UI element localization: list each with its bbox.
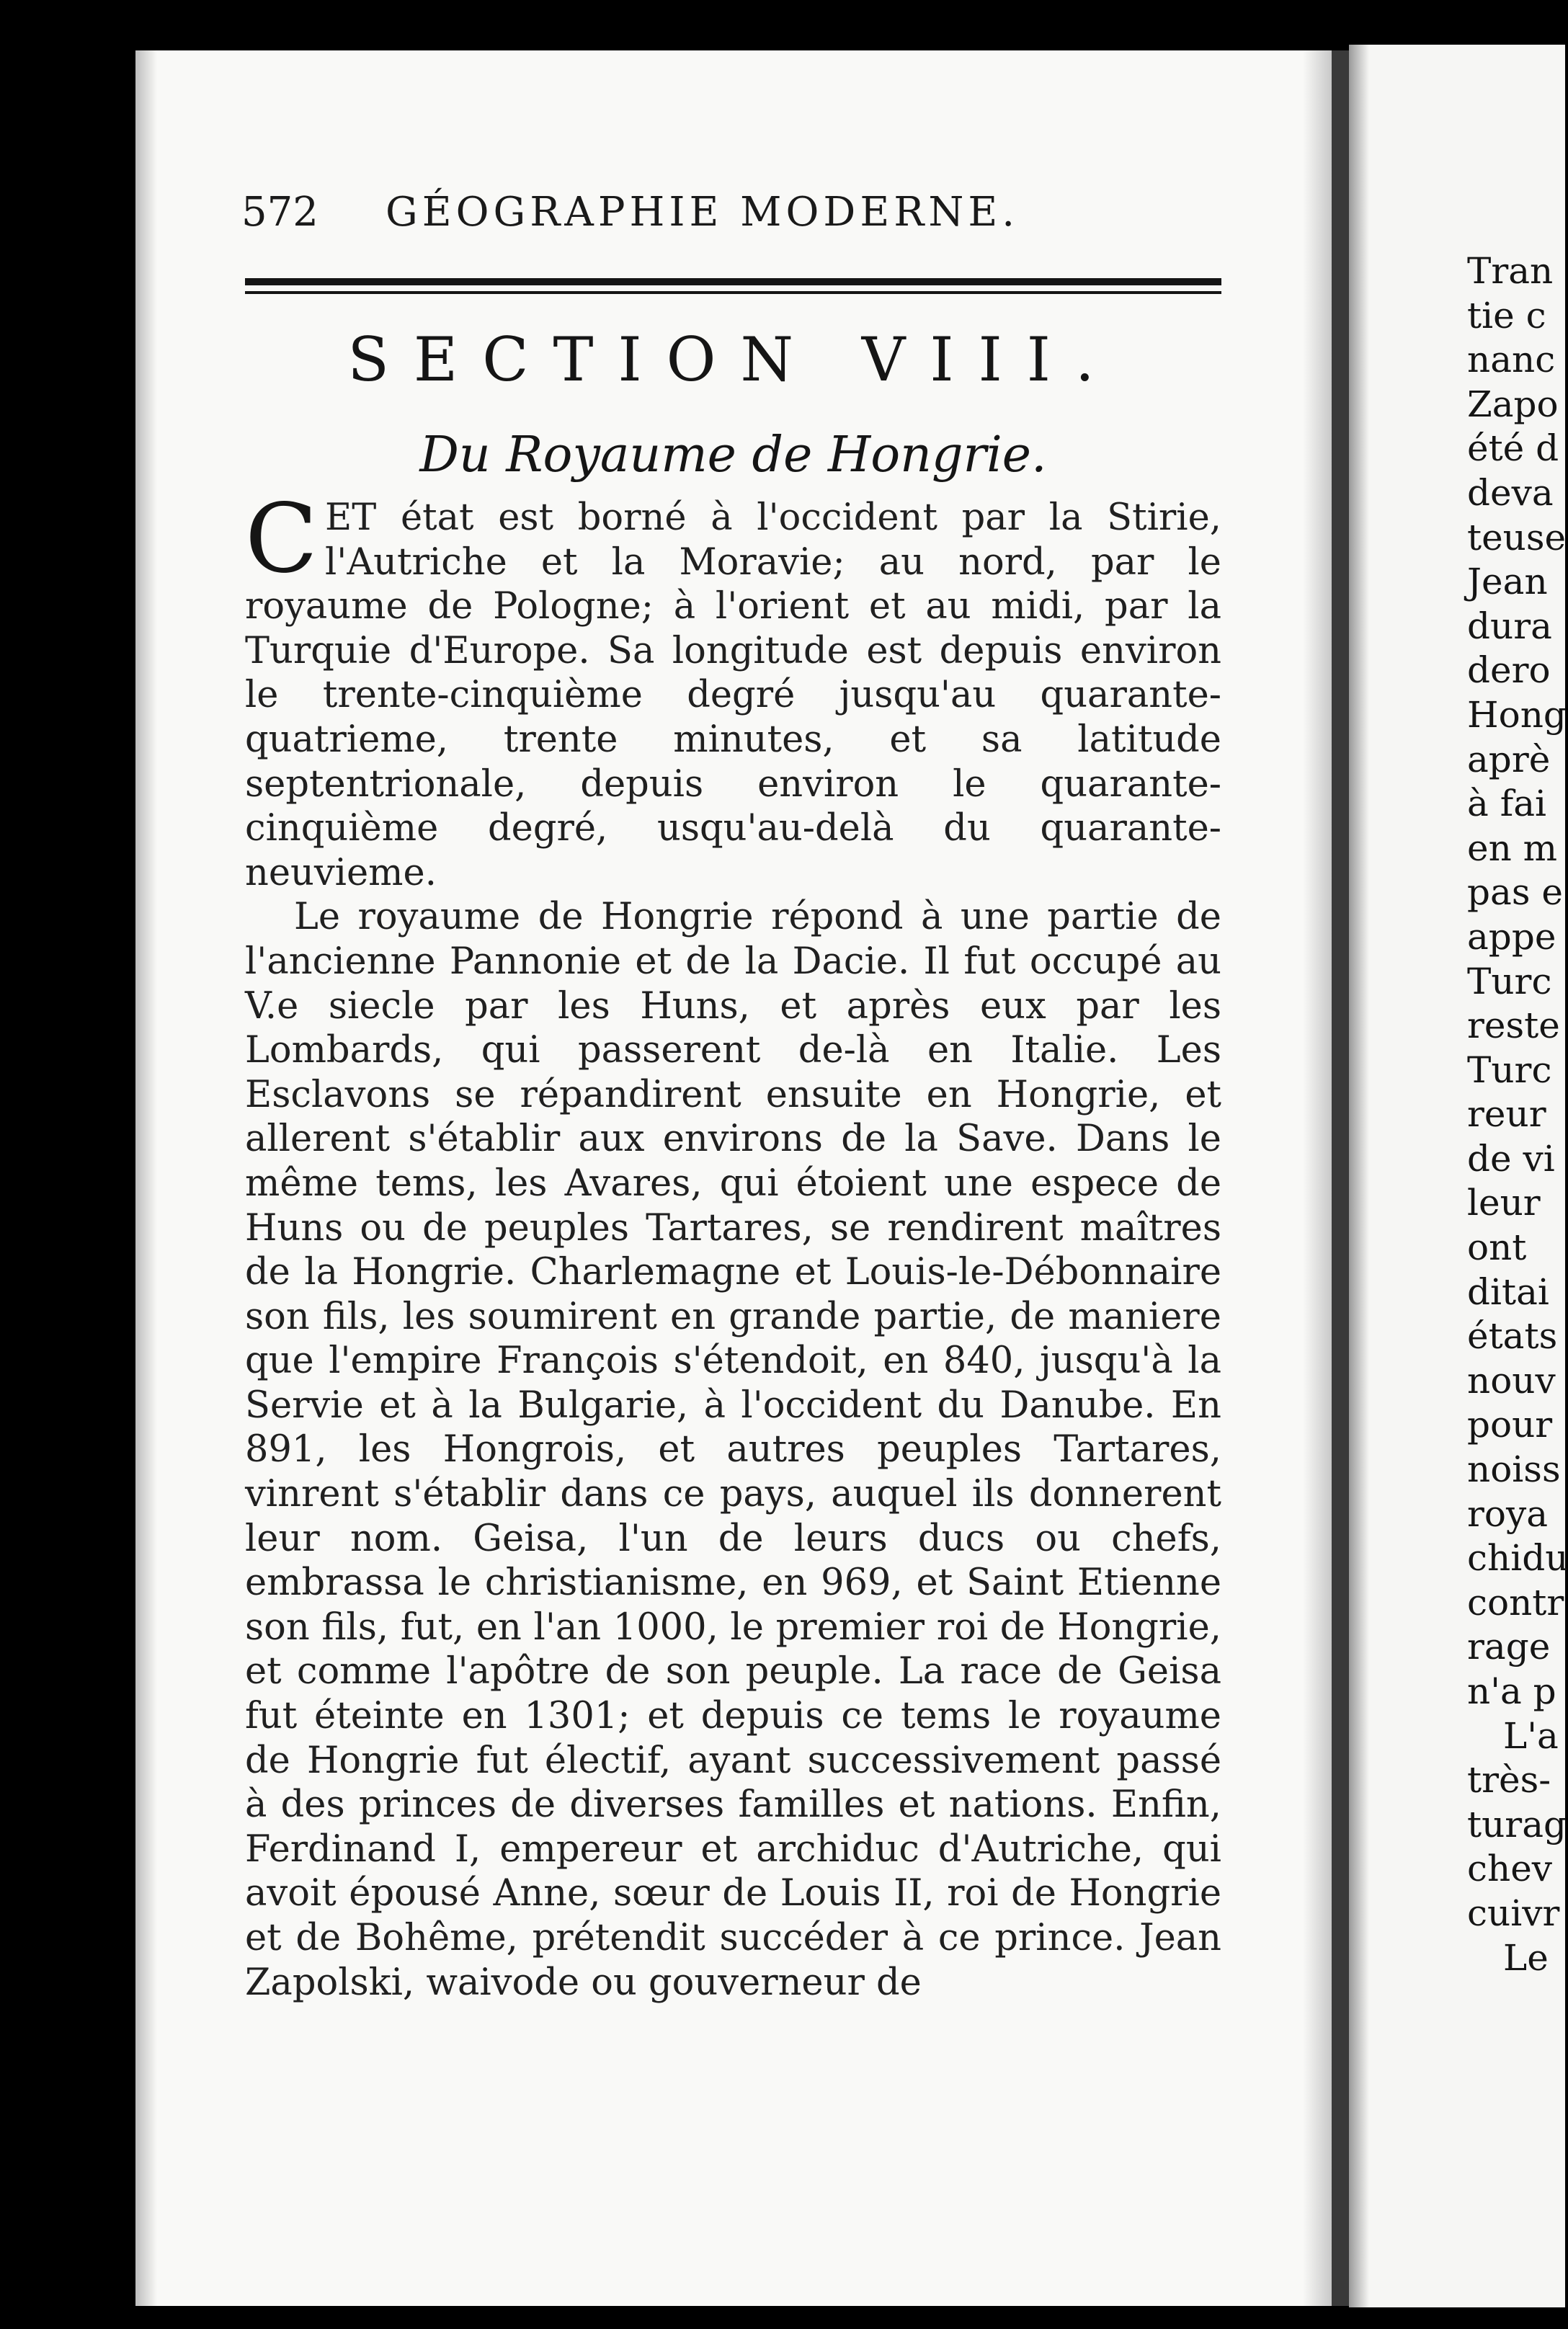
right-page-line: à fai: [1467, 783, 1547, 825]
right-page-line: de vi: [1467, 1137, 1555, 1180]
paragraph-1-text: état est borné à l'occident par la Stirie, l'Autriche et la Moravie; au nord, par le royaume de Pologne; à l'orient et au midi, par la Turquie d'Europe. Sa longitude est depuis environ le trente-cinquième degré jusqu'au quarante-quatrieme, trente minutes, et sa latitude septentrionale, depuis environ le quarante-cinquième degré, usqu'au-delà du quarante-neuvieme.: [245, 496, 1221, 894]
right-page-line: turag: [1467, 1803, 1567, 1845]
right-page-line: n'a p: [1467, 1670, 1556, 1712]
right-page-line: en m: [1467, 827, 1558, 869]
right-page-line: aprè: [1467, 738, 1551, 780]
drop-cap: C: [245, 484, 318, 595]
right-page-line: appe: [1467, 915, 1556, 958]
right-page-line: tie c: [1467, 294, 1546, 337]
right-page-line: noiss: [1467, 1448, 1561, 1491]
page-header: [241, 189, 1019, 236]
right-page-line: très-: [1467, 1759, 1551, 1802]
right-page-line: nanc: [1467, 339, 1556, 381]
right-page-line: contr: [1467, 1581, 1564, 1624]
right-page-line: Turc: [1467, 960, 1552, 1002]
right-page-line: reur: [1467, 1093, 1546, 1136]
right-page-line: pas e: [1467, 871, 1563, 914]
first-word-caps: ET: [325, 496, 377, 539]
right-page-line: états: [1467, 1315, 1558, 1358]
right-page-text-fragments: [1467, 249, 1568, 1980]
right-page-line: Jean: [1467, 561, 1548, 603]
paragraph: [245, 895, 1221, 2005]
running-head: GÉOGRAPHIE MODERNE.: [386, 189, 1020, 236]
right-page-line: reste: [1467, 1005, 1560, 1047]
right-page-line: deva: [1467, 471, 1554, 514]
right-page-line: dura: [1467, 605, 1552, 647]
paragraph-2-text: Le royaume de Hongrie répond à une partie de l'ancienne Pannonie et de la Dacie. Il fut occupé au V.e siecle par les Huns, et après eux par les Lombards, qui passerent de-là en Italie. Les Esclavons se répandirent ensuite en Hongrie, et allerent s'établir aux environs de la Save. Dans le même tems, les Avares, qui étoient une espece de Huns ou de peuples Tartares, se rendirent maîtres de la Hongrie. Charlemagne et Louis-le-Débonnaire son fils, les soumirent en grande partie, de maniere que l'empire François s'étendoit, en 840, jusqu'à la Servie et à la Bulgarie, à l'occident du Danube. En 891, les Hongrois, et autres peuples Tartares, vinrent s'établir dans ce pays, auquel ils donnerent leur nom. Geisa, l'un de leurs ducs ou chefs, embrassa le christianisme, en 969, et Saint Etienne son fils, fut, en l'an 1000, le premier roi de Hongrie, et comme l'apôtre de son peuple. La race de Geisa fut éteinte en 1301; et depuis ce tems le royaume de Hongrie fut électif, ayant successivement passé à des princes de diverses familles et nations. Enfin, Ferdinand I, empereur et archiduc d'Autriche, qui avoit épousé Anne, sœur de Louis II, roi de Hongrie et de Bohême, prétendit succéder à ce prince. Jean Zapolski, waivode ou gouverneur de: [245, 896, 1221, 2004]
body-text: [245, 484, 1221, 2005]
book-gutter: [1332, 50, 1349, 2306]
section-title: SECTION VIII.: [347, 324, 1119, 395]
right-page-line: Turc: [1467, 1048, 1552, 1091]
right-page-line: rage: [1467, 1626, 1551, 1668]
right-page-line: cuivr: [1467, 1892, 1560, 1934]
right-page-line: été d: [1467, 427, 1559, 470]
right-page-line: Tran: [1467, 250, 1554, 292]
right-page-line: L'a: [1503, 1714, 1559, 1757]
right-page-line: Le: [1503, 1936, 1549, 1979]
right-page-line: teuse: [1467, 516, 1567, 558]
right-page-line: nouv: [1467, 1359, 1556, 1402]
right-page-line: chev: [1467, 1848, 1553, 1890]
right-page-line: leur: [1467, 1182, 1541, 1224]
page-number: 572: [241, 189, 318, 236]
right-page-line: ont: [1467, 1226, 1527, 1269]
paragraph: [245, 484, 1221, 895]
double-rule-divider: [245, 278, 1221, 294]
right-page-line: Hong: [1467, 693, 1567, 736]
right-page-line: dero: [1467, 649, 1551, 692]
right-page-line: chidu: [1467, 1537, 1568, 1580]
section-subtitle: Du Royaume de Hongrie.: [419, 427, 1047, 484]
right-page-line: ditai: [1467, 1270, 1549, 1313]
right-page-line: Zapo: [1467, 383, 1559, 425]
right-page-line: pour: [1467, 1404, 1553, 1446]
right-page-line: roya: [1467, 1492, 1549, 1535]
